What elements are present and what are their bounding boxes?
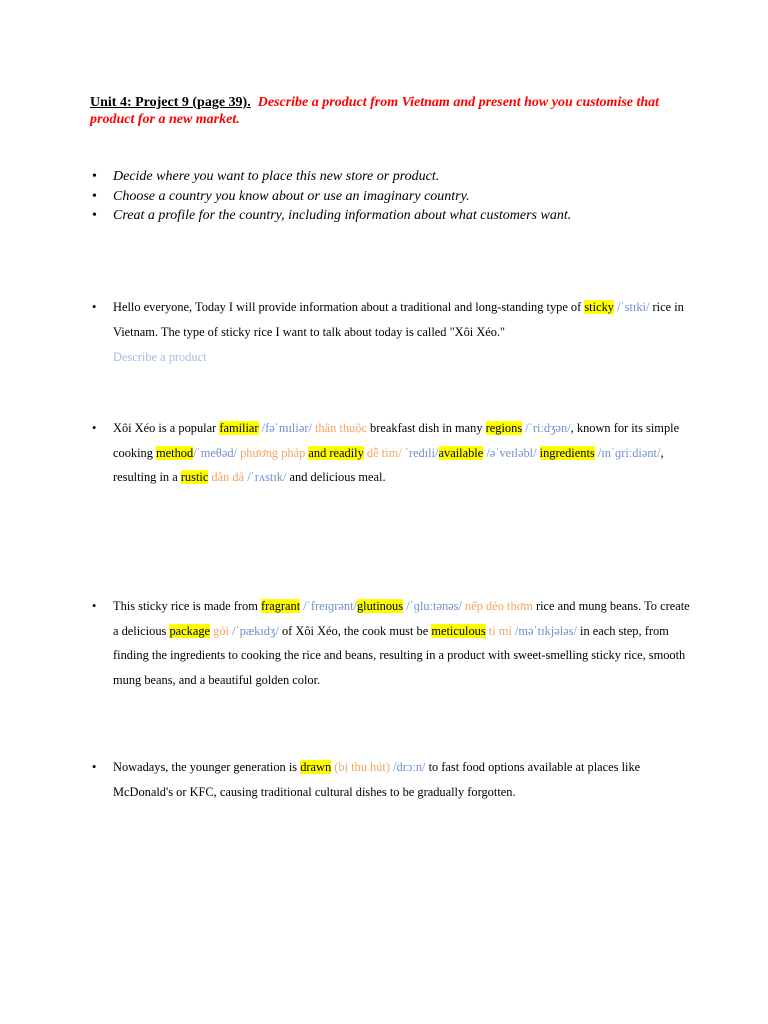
task-description: Describe a product from Vietnam and present how you customise that product for a new market. — [90, 95, 660, 127]
vietnamese-translation: tỉ mỉ — [485, 623, 512, 638]
highlighted-word: meticulous — [431, 623, 486, 638]
highlighted-word: regions — [485, 421, 523, 435]
unit-title: Unit 4: Project 9 (page 39). — [90, 95, 251, 110]
text-run: in each step, from finding the ingredients to cooking the rice and beans, resulting in a product with sweet-smelling sticky rice, smooth mung beans, and a beautiful golden color. — [113, 623, 686, 687]
paragraph-intro — [92, 295, 692, 370]
ipa-transcription: /drɔːn/ — [390, 760, 426, 774]
ipa-transcription: ˈredɪli/ — [401, 445, 439, 460]
bullet-point: • — [92, 300, 97, 314]
vietnamese-translation: nếp dẻo thơm — [461, 599, 533, 613]
text-run: rice in Vietnam. The type of sticky rice I want to talk about today is called "Xôi Xéo." — [113, 300, 684, 339]
highlighted-word: sticky — [584, 300, 614, 314]
text-run: Nowadays, the younger generation is — [113, 760, 301, 774]
highlighted-word: method — [156, 445, 194, 460]
highlighted-word: and readily — [308, 445, 364, 460]
text-run: , known for its simple cooking — [113, 421, 680, 460]
paragraph-text — [113, 755, 692, 804]
paragraph-text — [113, 295, 692, 344]
highlighted-word: glutinous — [356, 599, 404, 613]
describe-product-note: Describe a product — [113, 350, 207, 365]
highlighted-word: drawn — [300, 760, 332, 774]
ipa-transcription: /ˈstɪki/ — [613, 300, 650, 314]
ipa-transcription: /ˈfreɪɡrənt/ — [300, 599, 357, 613]
ipa-transcription: /fəˈmɪliər/ — [258, 421, 312, 435]
task-item: • Creat a profile for the country, including information about what customers want. — [92, 206, 692, 226]
highlighted-word: fragrant — [260, 599, 301, 613]
highlighted-word: available — [438, 445, 484, 460]
ipa-transcription: /ˈriːdʒən/ — [522, 421, 571, 435]
vietnamese-translation: phương pháp — [236, 445, 309, 460]
highlighted-word: familiar — [219, 421, 259, 435]
vietnamese-translation: (bị thu hút) — [331, 760, 391, 774]
ipa-transcription: /məˈtɪkjələs/ — [511, 623, 577, 638]
text-run: of Xôi Xéo, the cook must be — [278, 623, 432, 638]
vietnamese-translation: dễ tìm/ — [363, 445, 402, 460]
highlighted-word: ingredients — [539, 445, 595, 460]
ipa-transcription: /ˈmeθəd/ — [193, 445, 237, 460]
ipa-transcription: /əˈveɪləbl/ — [483, 445, 537, 460]
text-run: and delicious meal. — [286, 470, 386, 485]
paragraph-text — [113, 416, 692, 490]
paragraph-description — [92, 416, 692, 490]
vietnamese-translation: thân thuộc — [311, 421, 367, 435]
highlighted-word: rustic — [180, 470, 209, 485]
task-item: • Choose a country you know about or use an imaginary country. — [92, 187, 692, 207]
vietnamese-translation: dân dã — [208, 470, 245, 485]
task-item: • Decide where you want to place this new store or product. — [92, 167, 692, 187]
text-run: breakfast dish in many — [366, 421, 486, 435]
bullet-point: • — [92, 421, 97, 435]
text-run: , resulting in a — [113, 445, 664, 485]
vietnamese-translation: gói — [210, 623, 229, 638]
text-run: Hello everyone, Today I will provide information about a traditional and long-standing type of — [113, 300, 585, 314]
paragraph-text — [113, 594, 692, 692]
text-run: This sticky rice is made from — [113, 599, 261, 613]
text-run: to fast food options available at places like McDonald's or KFC, causing traditional cultural dishes to be gradually forgotten. — [113, 760, 641, 799]
highlighted-word: package — [169, 623, 211, 638]
paragraph-ingredients — [92, 594, 692, 692]
ipa-transcription: /ɪnˈɡriːdiənt/ — [594, 445, 661, 460]
paragraph-trend — [92, 755, 692, 804]
ipa-transcription: /ˈpækɪdʒ/ — [228, 623, 279, 638]
task-list — [92, 167, 692, 226]
bullet-point: • — [92, 760, 97, 774]
ipa-transcription: /ˈrʌstɪk/ — [244, 470, 287, 485]
ipa-transcription: /ˈɡluːtənəs/ — [403, 599, 462, 613]
page-heading — [90, 94, 690, 128]
text-run: Xôi Xéo is a popular — [113, 421, 220, 435]
bullet-point: • — [92, 599, 97, 613]
text-run: rice and mung beans. To create a delicious — [113, 599, 690, 638]
